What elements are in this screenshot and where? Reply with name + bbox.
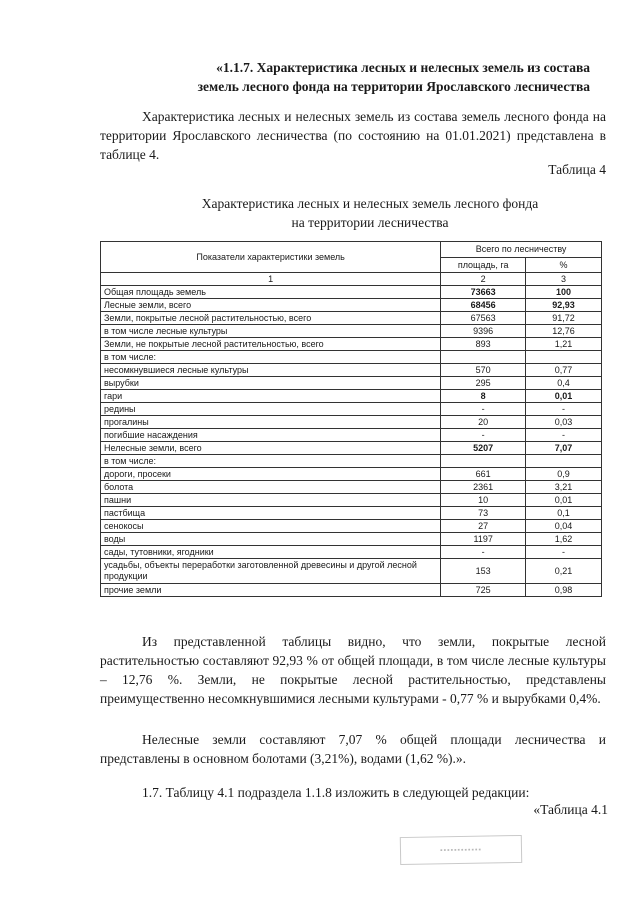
row-area: -: [441, 546, 526, 559]
row-area: 2361: [441, 481, 526, 494]
table-label: Таблица 4: [548, 162, 606, 177]
row-name: Земли, не покрытые лесной растительностью, всего: [101, 338, 441, 351]
row-area: 153: [441, 559, 526, 584]
row-name: прочие земли: [101, 584, 441, 597]
row-name: сады, тутовники, ягодники: [101, 546, 441, 559]
table-row: [101, 364, 602, 377]
row-area: 9396: [441, 325, 526, 338]
column-number-1: 1: [101, 273, 441, 286]
row-percent: 0,04: [526, 520, 602, 533]
row-percent: 91,72: [526, 312, 602, 325]
table-title-line-2: на территории лесничества: [291, 215, 449, 230]
row-name: прогалины: [101, 416, 441, 429]
table-row: [101, 559, 602, 584]
row-percent: -: [526, 403, 602, 416]
row-area: 68456: [441, 299, 526, 312]
row-percent: 3,21: [526, 481, 602, 494]
table-row: [101, 429, 602, 442]
header-area: площадь, га: [441, 257, 526, 273]
row-percent: 100: [526, 286, 602, 299]
row-percent: [526, 455, 602, 468]
row-area: 570: [441, 364, 526, 377]
row-percent: [526, 351, 602, 364]
row-area: 1197: [441, 533, 526, 546]
row-percent: 1,62: [526, 533, 602, 546]
table-row: [101, 520, 602, 533]
next-table-label: «Таблица 4.1: [533, 802, 608, 817]
table-row: [101, 299, 602, 312]
row-area: -: [441, 429, 526, 442]
row-percent: 0,1: [526, 507, 602, 520]
table-title: [100, 194, 640, 232]
amendment-paragraph: [100, 783, 606, 802]
row-percent: 0,01: [526, 390, 602, 403]
row-name: дороги, просеки: [101, 468, 441, 481]
table-row: [101, 442, 602, 455]
row-percent: -: [526, 546, 602, 559]
analysis-paragraph-2: [100, 730, 606, 768]
row-name: в том числе лесные культуры: [101, 325, 441, 338]
table-row: [101, 468, 602, 481]
row-area: 27: [441, 520, 526, 533]
table-row: [101, 533, 602, 546]
analysis-paragraph-1-text: Из представленной таблицы видно, что земли, покрытые лесной растительностью составляют 92,93 % от общей площади, в том числе лесные культуры – 12,76 %. Земли, не покрытые лесной растительностью, представлены преимущественно несомкнувшимися лесными культурами - 0,77 % и вырубками 0,4%.: [100, 634, 606, 706]
table-row: [101, 584, 602, 597]
column-number-3: 3: [526, 273, 602, 286]
row-name: усадьбы, объекты переработки заготовленной древесины и другой лесной продукции: [101, 559, 441, 584]
row-name: в том числе:: [101, 455, 441, 468]
row-percent: 1,21: [526, 338, 602, 351]
table-row: [101, 481, 602, 494]
row-name: Лесные земли, всего: [101, 299, 441, 312]
row-area: 893: [441, 338, 526, 351]
row-area: -: [441, 403, 526, 416]
row-name: пашни: [101, 494, 441, 507]
table-row: [101, 312, 602, 325]
row-area: 5207: [441, 442, 526, 455]
faint-stamp: ▪▪▪▪▪▪▪▪▪▪▪▪: [400, 835, 522, 865]
analysis-paragraph-1: [100, 632, 606, 708]
table-row: [101, 494, 602, 507]
row-name: редины: [101, 403, 441, 416]
row-name: в том числе:: [101, 351, 441, 364]
table-row: [101, 351, 602, 364]
row-percent: 0,98: [526, 584, 602, 597]
amendment-paragraph-text: 1.7. Таблицу 4.1 подраздела 1.1.8 изложить в следующей редакции:: [142, 785, 530, 800]
row-name: вырубки: [101, 377, 441, 390]
row-area: 661: [441, 468, 526, 481]
table-title-line-1: Характеристика лесных и нелесных земель лесного фонда: [201, 196, 539, 211]
row-area: [441, 455, 526, 468]
row-percent: -: [526, 429, 602, 442]
table-row: [101, 455, 602, 468]
row-name: погибшие насаждения: [101, 429, 441, 442]
row-percent: 0,01: [526, 494, 602, 507]
row-area: 20: [441, 416, 526, 429]
header-total: Всего по лесничеству: [441, 242, 602, 258]
table-row: [101, 286, 602, 299]
analysis-paragraph-2-text: Нелесные земли составляют 7,07 % общей площади лесничества и представлены в основном болотами (3,21%), водами (1,62 %).».: [100, 732, 606, 766]
table-row: [101, 338, 602, 351]
row-area: 295: [441, 377, 526, 390]
table-row: [101, 416, 602, 429]
row-area: [441, 351, 526, 364]
row-area: 725: [441, 584, 526, 597]
column-number-2: 2: [441, 273, 526, 286]
table-row: [101, 325, 602, 338]
row-area: 8: [441, 390, 526, 403]
header-percent: %: [526, 257, 602, 273]
row-percent: 0,03: [526, 416, 602, 429]
row-area: 73: [441, 507, 526, 520]
row-percent: 0,9: [526, 468, 602, 481]
section-heading-line-2: земель лесного фонда на территории Ярославского лесничества: [197, 79, 590, 94]
table-row: [101, 403, 602, 416]
row-name: Земли, покрытые лесной растительностью, всего: [101, 312, 441, 325]
section-heading-line-1: «1.1.7. Характеристика лесных и нелесных земель из состава: [216, 60, 590, 75]
row-area: 73663: [441, 286, 526, 299]
row-percent: 0,4: [526, 377, 602, 390]
row-percent: 92,93: [526, 299, 602, 312]
row-name: несомкнувшиеся лесные культуры: [101, 364, 441, 377]
header-indicator: Показатели характеристики земель: [101, 242, 441, 273]
row-name: болота: [101, 481, 441, 494]
row-percent: 0,77: [526, 364, 602, 377]
row-area: 10: [441, 494, 526, 507]
land-characteristics-table: [100, 241, 602, 597]
intro-paragraph: [100, 107, 606, 164]
table-row: [101, 390, 602, 403]
row-name: гари: [101, 390, 441, 403]
row-area: 67563: [441, 312, 526, 325]
table-row: [101, 507, 602, 520]
table-row: [101, 377, 602, 390]
table-row: [101, 546, 602, 559]
row-name: Нелесные земли, всего: [101, 442, 441, 455]
intro-text: Характеристика лесных и нелесных земель из состава земель лесного фонда на территории Ярославского лесничества (по состоянию на 01.01.2021) представлена в таблице 4.: [100, 109, 606, 162]
row-percent: 12,76: [526, 325, 602, 338]
row-name: сенокосы: [101, 520, 441, 533]
section-heading: [100, 58, 590, 96]
row-name: Общая площадь земель: [101, 286, 441, 299]
row-name: пастбища: [101, 507, 441, 520]
row-percent: 7,07: [526, 442, 602, 455]
row-name: воды: [101, 533, 441, 546]
row-percent: 0,21: [526, 559, 602, 584]
